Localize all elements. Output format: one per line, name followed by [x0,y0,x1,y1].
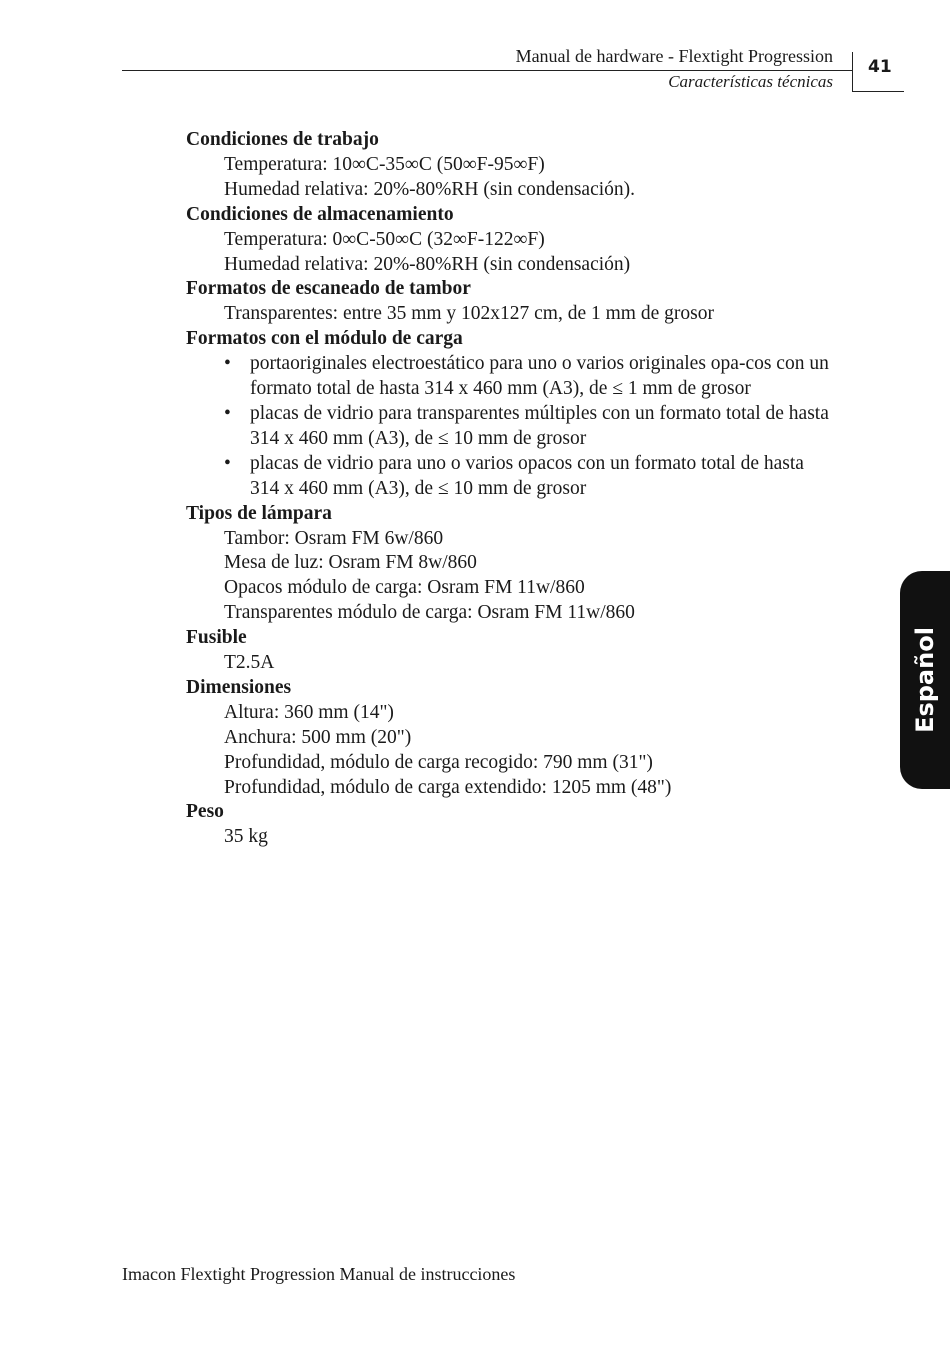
section-heading: Formatos con el módulo de carga [186,328,463,350]
section-heading: Formatos de escaneado de tambor [186,278,471,300]
bullet-marker: • [224,402,231,424]
spec-line: Humedad relativa: 20%-80%RH (sin condensación). [224,178,636,200]
bullet-text: placas de vidrio para uno o varios opacos con un formato total de hasta 314 x 460 mm (A3), de ≤ 10 mm de grosor [250,452,804,499]
section-lamp-types [186,502,836,627]
list-item [224,402,836,452]
section-heading: Peso [186,801,224,823]
bullet-marker: • [224,353,231,375]
header-subtitle: Características técnicas [668,72,833,91]
language-tab-label: Español [911,627,939,733]
section-heading: Tipos de lámpara [186,502,332,524]
section-fuse [186,626,836,676]
section-heading: Dimensiones [186,676,292,698]
spec-line: Profundidad, módulo de carga recogido: 790 mm (31") [224,751,653,773]
spec-line: 35 kg [224,826,268,848]
spec-line: Temperatura: 0∞C-50∞C (32∞F-122∞F) [224,228,545,250]
spec-line: Humedad relativa: 20%-80%RH (sin condensación) [224,253,631,275]
section-dimensions [186,676,836,801]
list-item [224,452,836,502]
page-number: 41 [868,57,892,77]
bullet-marker: • [224,452,231,474]
section-drum-formats [186,277,836,327]
spec-line: Tambor: Osram FM 6w/860 [224,527,444,549]
section-heading: Condiciones de trabajo [186,129,379,150]
section-heading: Condiciones de almacenamiento [186,203,454,225]
section-weight [186,800,836,850]
section-storage-conditions [186,203,836,278]
specifications-content [186,128,836,850]
header-rule [122,70,853,71]
spec-line: T2.5A [224,652,275,674]
list-item [224,352,836,402]
spec-line: Transparentes módulo de carga: Osram FM 11w/860 [224,602,635,624]
spec-line: Opacos módulo de carga: Osram FM 11w/860 [224,577,585,599]
section-heading: Fusible [186,627,247,649]
section-working-conditions [186,128,836,203]
header-title: Manual de hardware - Flextight Progression [515,46,833,66]
spec-line: Anchura: 500 mm (20") [224,726,412,748]
spec-line: Profundidad, módulo de carga extendido: 1205 mm (48") [224,776,672,798]
spec-line: Altura: 360 mm (14") [224,701,394,723]
bullet-text: portaoriginales electroestático para uno o varios originales opa-cos con un formato total de hasta 314 x 460 mm (A3), de ≤ 1 mm de grosor [250,353,829,400]
page-footer: Imacon Flextight Progression Manual de instrucciones [122,1264,516,1284]
bullet-text: placas de vidrio para transparentes múltiples con un formato total de hasta 314 x 460 mm (A3), de ≤ 10 mm de grosor [250,402,829,449]
spec-line: Transparentes: entre 35 mm y 102x127 cm, de 1 mm de grosor [224,303,714,325]
section-loader-formats [186,327,836,501]
spec-line: Mesa de luz: Osram FM 8w/860 [224,552,477,574]
bullet-list [186,352,836,501]
spec-line: Temperatura: 10∞C-35∞C (50∞F-95∞F) [224,153,545,175]
